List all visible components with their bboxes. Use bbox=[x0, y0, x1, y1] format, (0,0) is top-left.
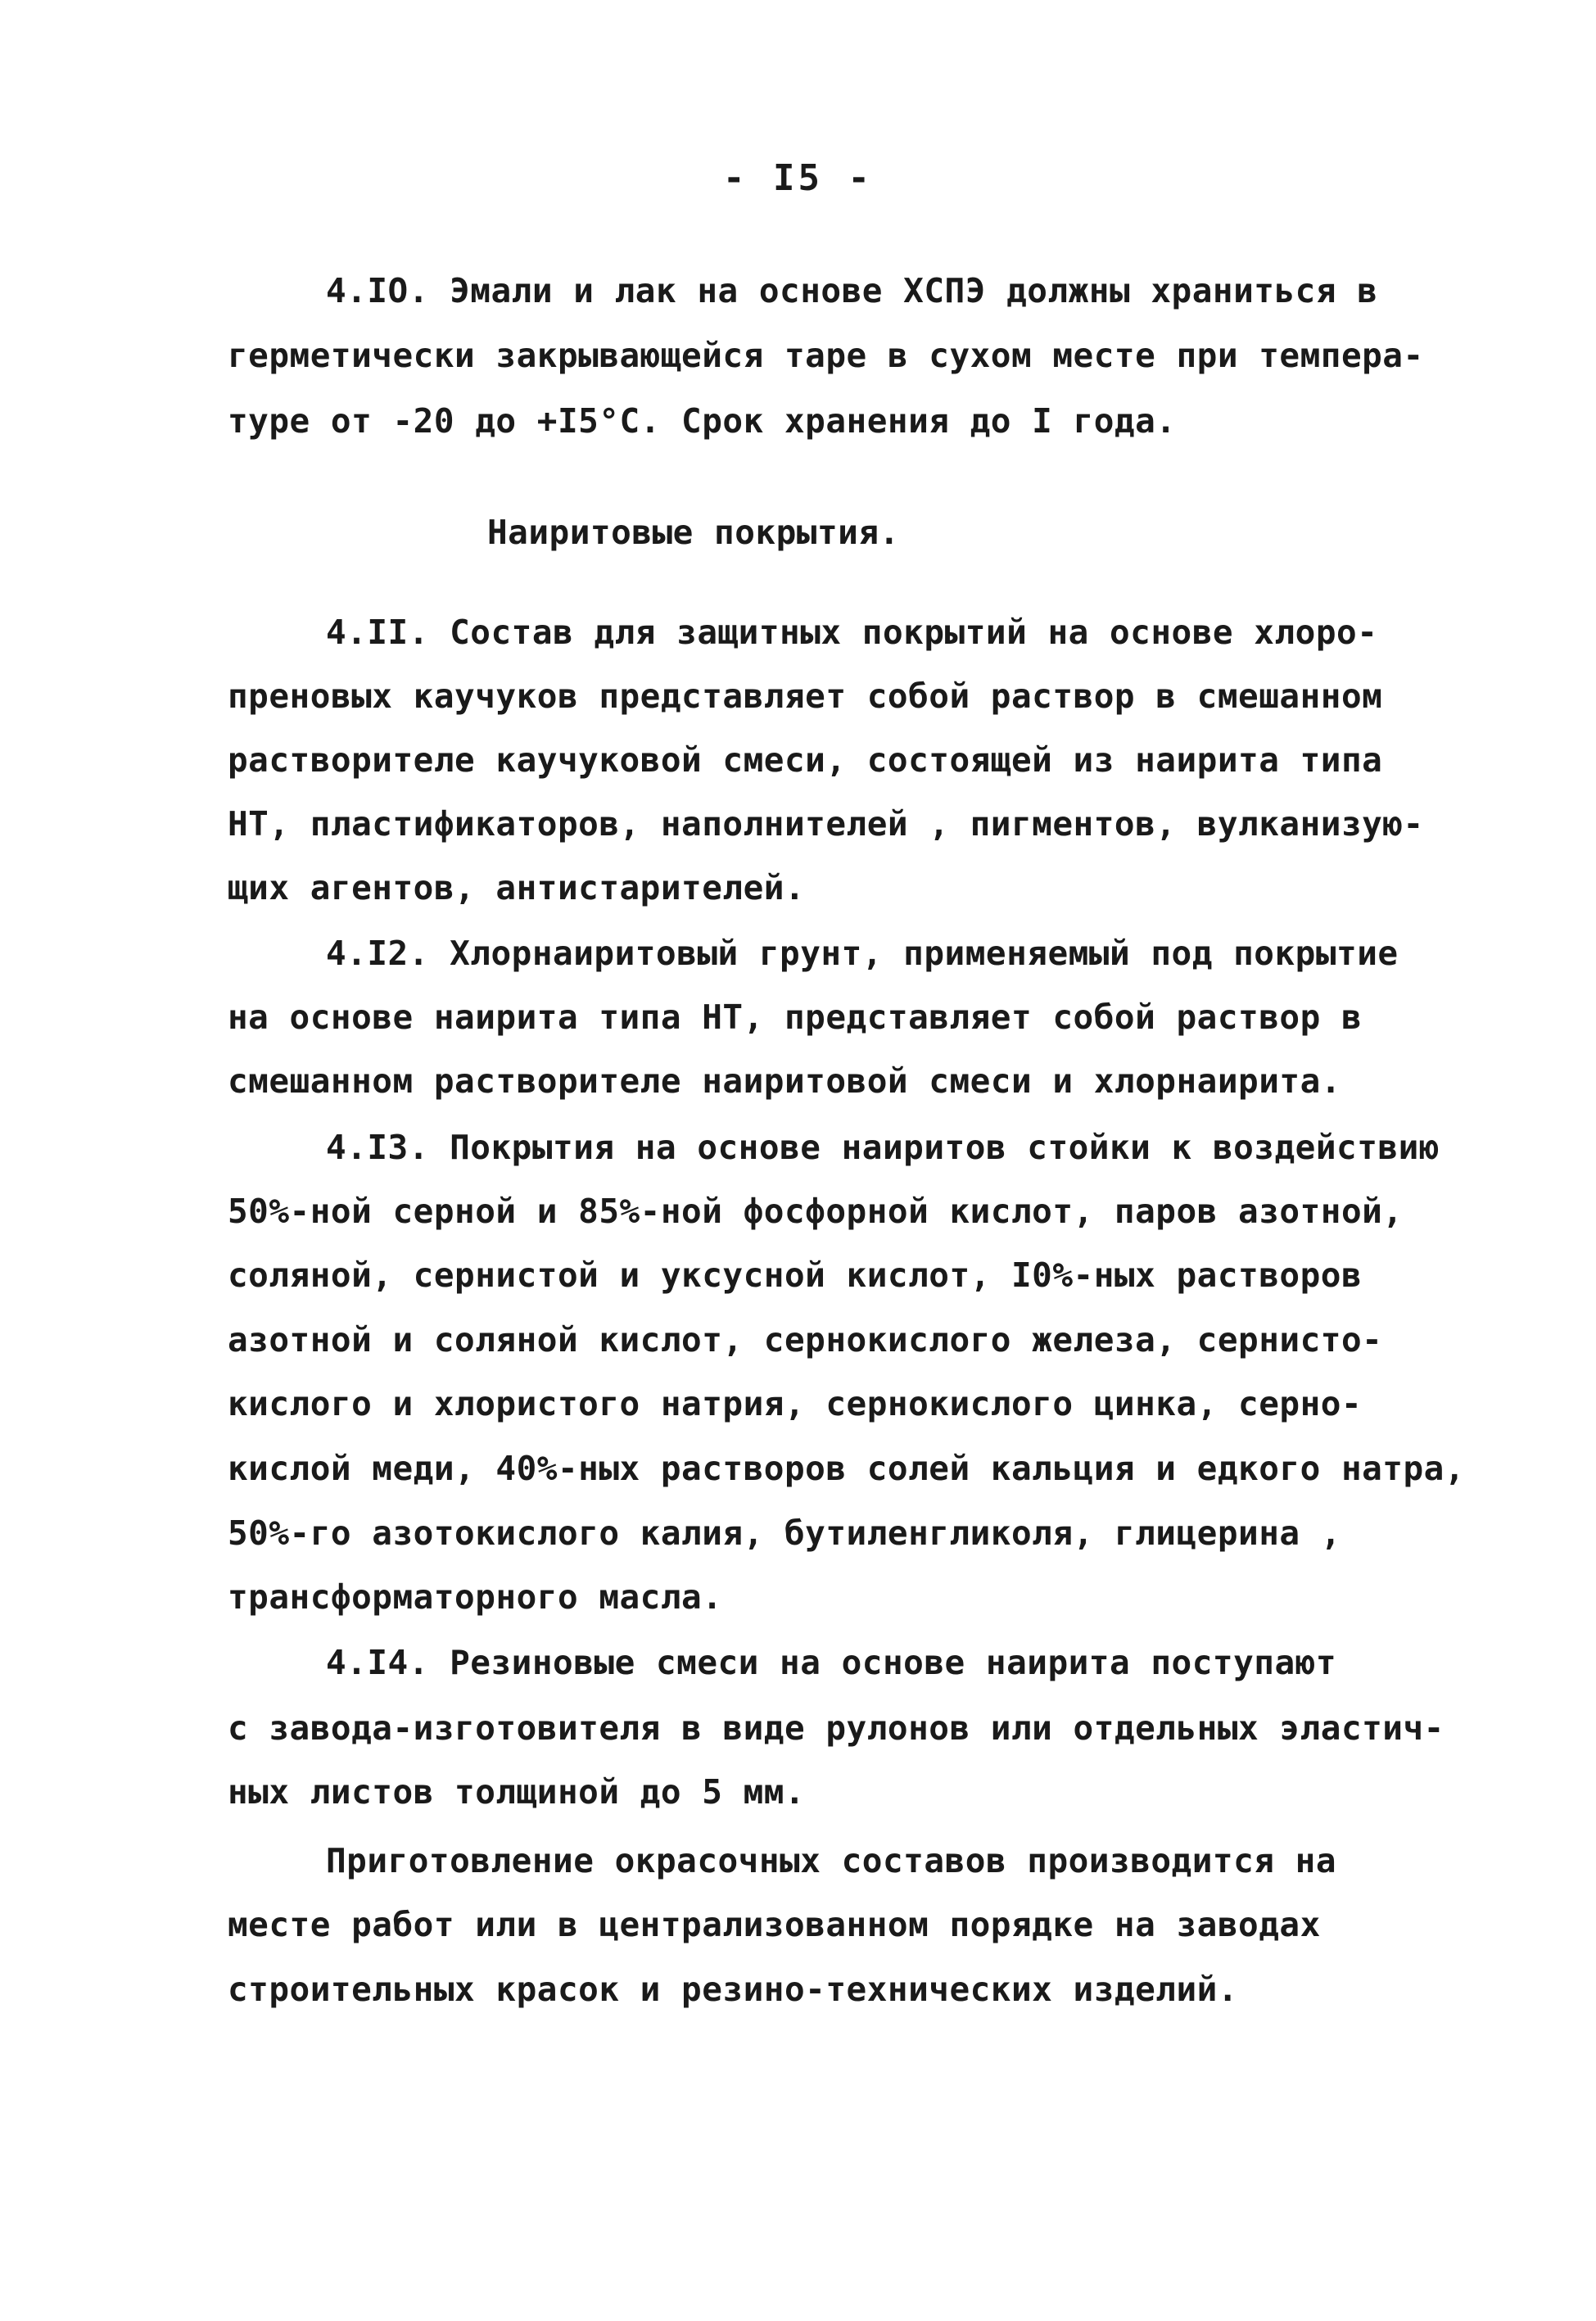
text-line: кислой меди, 40%-ных растворов солей кальция и едкого натра, bbox=[228, 1449, 1466, 1488]
text-line: 4.I2. Хлорнаиритовый грунт, применяемый под покрытие bbox=[326, 934, 1399, 973]
text-line: туре от -20 до +I5°С. Срок хранения до I года. bbox=[228, 401, 1177, 441]
text-line: преновых каучуков представляет собой раствор в смешанном bbox=[228, 676, 1383, 716]
text-line: 50%-го азотокислого калия, бутиленгликоля, глицерина , bbox=[228, 1513, 1341, 1553]
text-line: 4.I3. Покрытия на основе наиритов стойки к воздействию bbox=[326, 1128, 1440, 1167]
text-line: смешанном растворителе наиритовой смеси и хлорнаирита. bbox=[228, 1061, 1341, 1101]
text-line: герметически закрывающейся таре в сухом месте при темпера- bbox=[228, 336, 1424, 375]
text-line: НТ, пластификаторов, наполнителей , пигментов, вулканизую- bbox=[228, 804, 1424, 844]
text-line: 4.I4. Резиновые смеси на основе наирита поступают bbox=[326, 1643, 1337, 1682]
text-line: с завода-изготовителя в виде рулонов или отдельных эластич- bbox=[228, 1708, 1445, 1748]
page-number: - I5 - bbox=[723, 157, 873, 199]
text-line: Приготовление окрасочных составов производится на bbox=[326, 1841, 1337, 1880]
text-line: 4.IO. Эмали и лак на основе ХСПЭ должны храниться в bbox=[326, 271, 1378, 310]
text-line: ных листов толщиной до 5 мм. bbox=[228, 1772, 806, 1812]
text-line: соляной, сернистой и уксусной кислот, I0%-ных растворов bbox=[228, 1256, 1363, 1295]
text-line: щих агентов, антистарителей. bbox=[228, 868, 806, 907]
text-line: строительных красок и резино-технических изделий. bbox=[228, 1970, 1239, 2009]
text-line: трансформаторного масла. bbox=[228, 1577, 723, 1617]
text-line: 50%-ной серной и 85%-ной фосфорной кислот, паров азотной, bbox=[228, 1192, 1404, 1231]
section-heading: Наиритовые покрытия. bbox=[487, 513, 900, 552]
text-line: кислого и хлористого натрия, сернокислого цинка, серно- bbox=[228, 1384, 1363, 1423]
text-line: растворителе каучуковой смеси, состоящей из наирита типа bbox=[228, 740, 1383, 780]
text-line: месте работ или в централизованном порядке на заводах bbox=[228, 1905, 1321, 1944]
text-line: азотной и соляной кислот, сернокислого железа, сернисто- bbox=[228, 1320, 1383, 1360]
text-line: на основе наирита типа НТ, представляет собой раствор в bbox=[228, 998, 1363, 1037]
text-line: 4.II. Состав для защитных покрытий на основе хлоро- bbox=[326, 613, 1378, 652]
